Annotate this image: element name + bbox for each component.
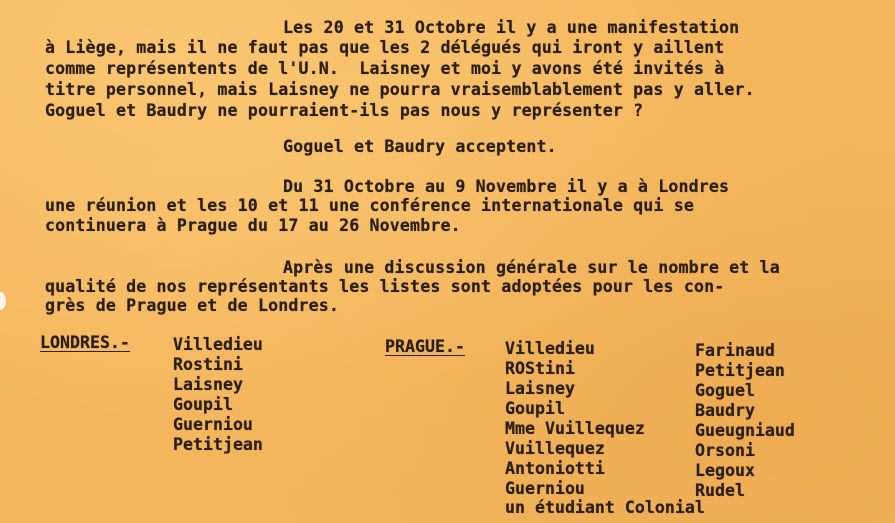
paragraph-1-line-2: à Liège, mais il ne faut pas que les 2 délégués qui iront y aillent [45,38,725,57]
prague-name: Gueugniaud [695,421,795,440]
paragraph-3-line-1: Du 31 Octobre au 9 Novembre il y a à Londres [283,177,730,196]
prague-name: Baudry [695,401,755,420]
prague-name: Guerniou [505,479,585,498]
londres-name: Guerniou [173,415,253,434]
prague-name: Laisney [505,379,575,398]
londres-name: Villedieu [173,335,263,354]
paragraph-3-line-3: continuera à Prague du 17 au 26 Novembre. [45,216,461,235]
prague-name: Petitjean [695,361,785,380]
prague-name: Villedieu [505,339,595,358]
londres-heading: LONDRES.- [40,333,130,352]
paragraph-1-line-1: Les 20 et 31 Octobre il y a une manifestation [283,18,740,37]
prague-name: Legoux [695,461,755,480]
prague-name: Goupil [505,399,565,418]
prague-name: Mme Vuillequez [505,419,645,438]
prague-name: un étudiant Colonial [505,498,705,517]
paragraph-1-line-5: Goguel et Baudry ne pourraient-ils pas nous y représenter ? [45,101,644,120]
londres-name: Rostini [173,355,243,374]
paragraph-3-line-2: une réunion et les 10 et 11 une conférence internationale qui se [45,196,694,215]
prague-heading: PRAGUE.- [385,337,465,356]
paragraph-1-line-3: comme représentents de l'U.N. Laisney et moi y avons été invités à [45,59,725,78]
prague-name: Orsoni [695,441,755,460]
paragraph-4-line-3: grès de Prague et de Londres. [45,296,340,315]
punch-hole [0,292,6,310]
prague-name: Rudel [695,481,745,500]
prague-name: Antoniotti [505,459,605,478]
londres-name: Laisney [173,375,243,394]
paragraph-1-line-4: titre personnel, mais Laisney ne pourra vraisemblablement pas y aller. [45,80,755,99]
prague-name: ROStini [505,359,575,378]
londres-name: Goupil [173,395,233,414]
prague-name: Goguel [695,381,755,400]
paragraph-4-line-2: qualité de nos représentants les listes sont adoptées pour les con- [45,277,725,296]
prague-name: Farinaud [695,341,775,360]
paragraph-4-line-1: Après une discussion générale sur le nombre et la [283,258,780,277]
londres-name: Petitjean [173,435,263,454]
prague-name: Vuillequez [505,439,605,458]
paragraph-2-line-1: Goguel et Baudry acceptent. [283,137,557,156]
